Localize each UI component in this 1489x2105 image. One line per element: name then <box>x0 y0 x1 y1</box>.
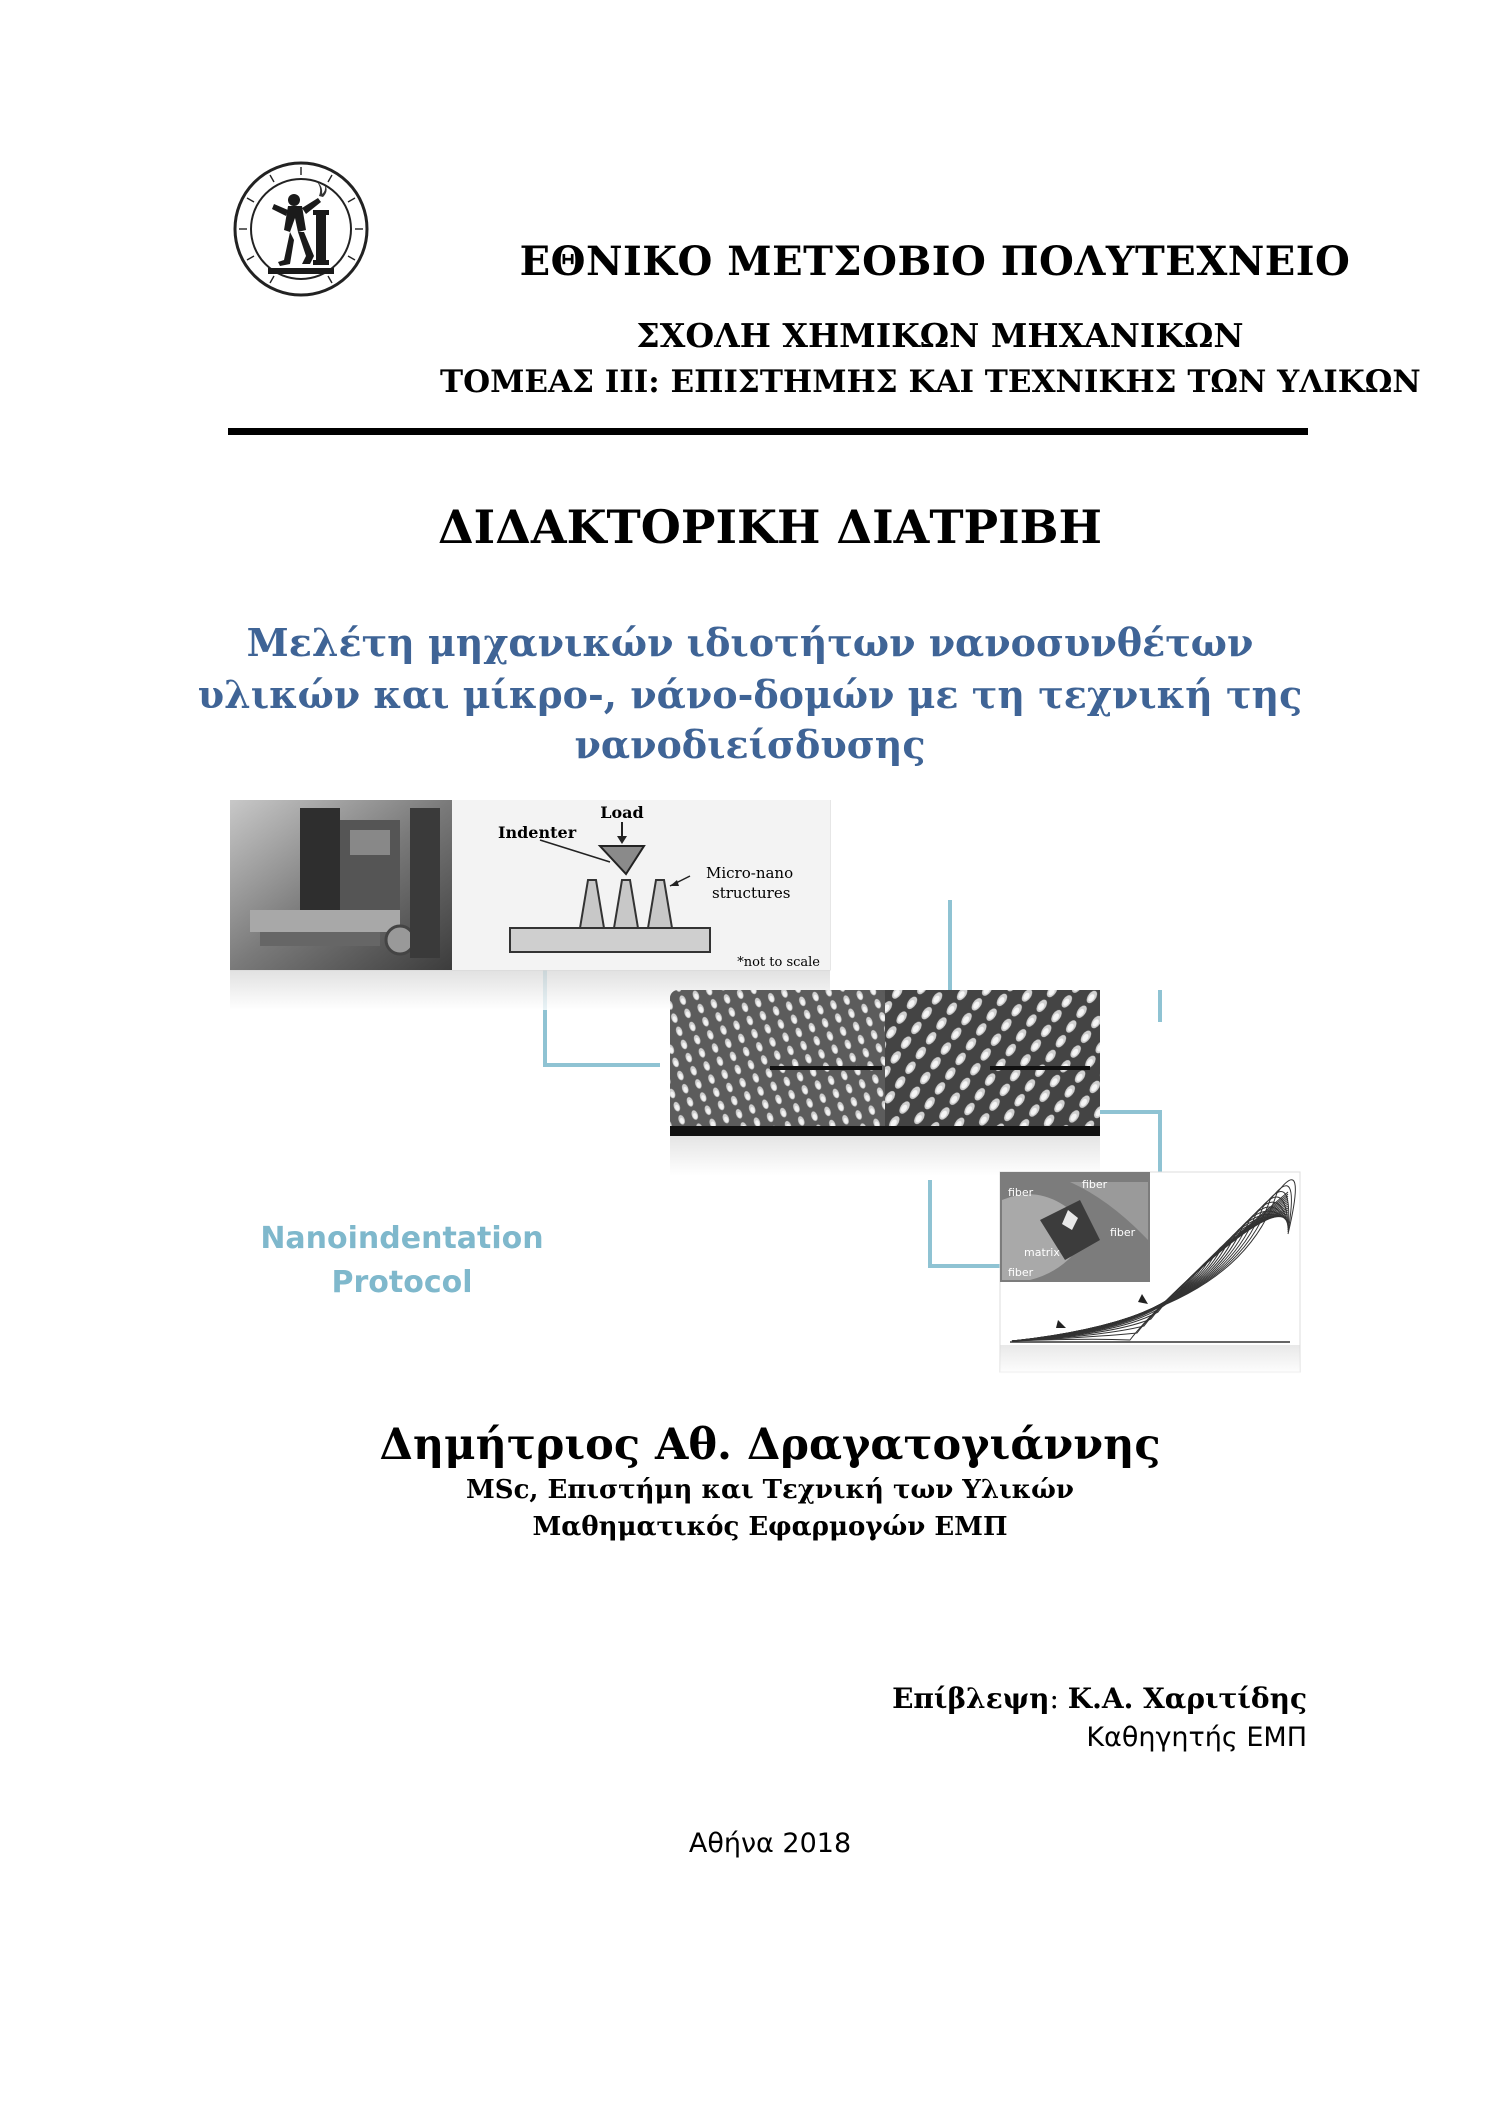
structures-label-1: Micro-nano <box>706 864 794 882</box>
author-credential-1: MSc, Επιστήμη και Τεχνική των Υλικών <box>466 1475 1074 1505</box>
supervisor-name: Κ.Α. Χαριτίδης <box>1067 1682 1307 1715</box>
sem-image-left <box>670 990 885 1136</box>
nanoindentation-figure <box>230 800 1310 1380</box>
fiber-label: fiber <box>1082 1178 1108 1191</box>
place-date: Αθήνα 2018 <box>688 1828 852 1859</box>
fiber-label: fiber <box>1008 1266 1034 1279</box>
structures-label-2: structures <box>712 884 791 902</box>
thesis-title-line-2: υλικών και μίκρο-, νάνο-δομών με τη τεχνική της <box>197 672 1303 717</box>
composite-results-panel <box>1000 1172 1300 1375</box>
supervision-label: Επίβλεψη <box>892 1682 1050 1715</box>
thesis-title-line-3: νανοδιείσδυσης <box>574 722 926 767</box>
indentation-schematic-panel <box>230 800 830 1010</box>
thesis-title-line-1: Μελέτη μηχανικών ιδιοτήτων νανοσυνθέτων <box>246 620 1254 665</box>
author-credential-2: Μαθηματικός Εφαρμογών ΕΜΠ <box>532 1512 1008 1542</box>
author-name: Δημήτριος Αθ. Δραγατογιάννης <box>379 1420 1161 1470</box>
matrix-label: matrix <box>1024 1246 1060 1259</box>
indenter-label: Indenter <box>498 823 577 842</box>
university-name: ΕΘΝΙΚΟ ΜΕΤΣΟΒΙΟ ΠΟΛΥΤΕΧΝΕΙΟ <box>519 238 1351 285</box>
scale-note: *not to scale <box>737 955 820 970</box>
protocol-label-line-2: Protocol <box>331 1265 473 1300</box>
sem-image-right <box>885 990 1100 1136</box>
school-name: ΣΧΟΛΗ ΧΗΜΙΚΩΝ ΜΗΧΑΝΙΚΩΝ <box>636 316 1244 355</box>
supervisor-title: Καθηγητής ΕΜΠ <box>1086 1722 1307 1753</box>
sem-micrographs-panel <box>670 990 1100 1176</box>
fiber-label: fiber <box>1008 1186 1034 1199</box>
fiber-label: fiber <box>1110 1226 1136 1239</box>
header-divider <box>228 428 1308 435</box>
load-label: Load <box>600 803 644 822</box>
university-seal-icon <box>232 160 370 298</box>
supervision-line: Επίβλεψη: Κ.Α. Χαριτίδης <box>892 1682 1307 1715</box>
department-name: ΤΟΜΕΑΣ ΙΙΙ: ΕΠΙΣΤΗΜΗΣ ΚΑΙ ΤΕΧΝΙΚΗΣ ΤΩΝ ΥΛΙΚΩΝ <box>440 364 1421 400</box>
document-type: ΔΙΔΑΚΤΟΡΙΚΗ ΔΙΑΤΡΙΒΗ <box>437 500 1102 554</box>
protocol-label-line-1: Nanoindentation <box>260 1221 544 1256</box>
